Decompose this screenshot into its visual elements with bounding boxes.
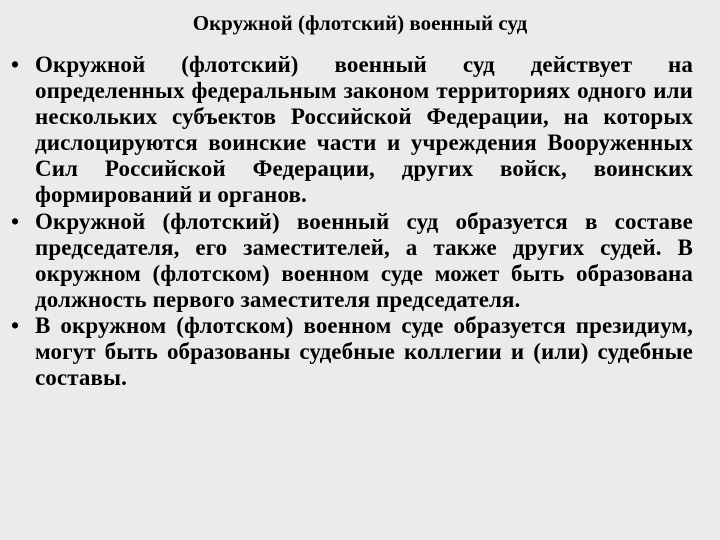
bullet-dot-icon: •	[11, 312, 20, 338]
bullet-list	[11, 52, 693, 391]
bullet-item	[11, 52, 693, 209]
bullet-text: В окружном (флотском) военном суде образуется президиум, могут быть образованы судебные коллегии и (или) судебные составы.	[35, 312, 693, 391]
bullet-dot-icon: •	[11, 208, 20, 234]
bullet-text: Окружной (флотский) военный суд действует на определенных федеральным законом территориях одного или нескольких субъектов Российской Федерации, на которых дислоцируются воинские части и учреждения Вооруженных Сил Российской Федерации, других войск, воинских формирований и органов.	[35, 52, 693, 208]
bullet-item	[11, 313, 693, 391]
bullet-dot-icon: •	[11, 52, 20, 77]
slide-title: Окружной (флотский) военный суд	[192, 11, 528, 35]
bullet-item	[11, 209, 693, 313]
bullet-text: Окружной (флотский) военный суд образуется в составе председателя, его заместителей, а также других судей. В окружном (флотском) военном суде может быть образована должность первого заместителя председателя.	[35, 208, 693, 312]
